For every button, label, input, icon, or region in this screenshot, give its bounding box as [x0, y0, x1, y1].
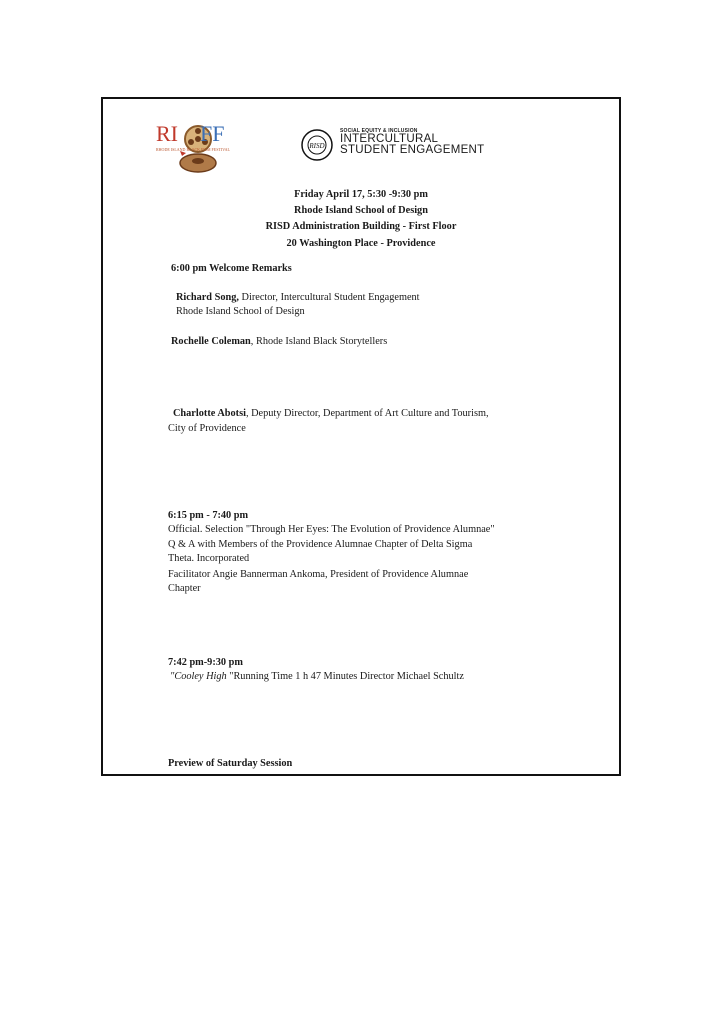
header-building: RISD Administration Building - First Floor	[265, 221, 457, 233]
svg-text:RISD: RISD	[309, 142, 325, 150]
riff-wordmark	[156, 121, 224, 147]
session1-line4: Facilitator Angie Bannerman Ankoma, President of Providence Alumnae	[168, 569, 469, 580]
header-date: Friday April 17, 5:30 -9:30 pm	[294, 189, 428, 200]
session1-line3: Theta. Incorporated	[168, 553, 250, 564]
speaker2-name: Rochelle Coleman	[171, 336, 251, 347]
header-address: 20 Washington Place - Providence	[286, 237, 436, 249]
session2-line	[170, 669, 464, 684]
speaker2-line	[171, 334, 387, 349]
session2-details: "Running Time 1 h 47 Minutes Director Michael Schultz	[229, 671, 464, 682]
speaker1-role: Director, Intercultural Student Engagement	[238, 292, 420, 303]
riff-subtitle: RHODE ISLAND BLACK FILM FESTIVAL	[156, 147, 230, 152]
riff-right: FF	[200, 121, 225, 146]
speaker1-org: Rhode Island School of Design	[176, 306, 305, 317]
speaker3-role: , Deputy Director, Department of Art Culture and Tourism,	[245, 408, 489, 419]
speaker2-role: , Rhode Island Black Storytellers	[250, 336, 388, 347]
ise-line1: INTERCULTURAL	[340, 133, 439, 145]
speaker3-name: Charlotte Abotsi	[173, 408, 246, 419]
session1-line1: Official. Selection "Through Her Eyes: The Evolution of Providence Alumnae"	[168, 524, 495, 535]
header-school: Rhode Island School of Design	[294, 205, 428, 217]
risd-seal-icon	[300, 128, 334, 162]
session1-line5: Chapter	[168, 583, 201, 594]
riff-logo	[156, 119, 248, 175]
speaker3-org: City of Providence	[168, 423, 246, 434]
ise-small-caps: SOCIAL EQUITY & INCLUSION	[340, 128, 418, 134]
session1-time: 6:15 pm - 7:40 pm	[168, 510, 249, 521]
ise-line2: STUDENT ENGAGEMENT	[340, 144, 485, 156]
preview-saturday: Preview of Saturday Session	[168, 758, 293, 769]
session2-film: "Cooley High	[170, 671, 230, 682]
speaker1-line	[176, 290, 420, 305]
event-header	[101, 187, 621, 252]
speaker3-line	[173, 406, 489, 421]
welcome-title: 6:00 pm Welcome Remarks	[171, 263, 292, 274]
session1-line2: Q & A with Members of the Providence Alumnae Chapter of Delta Sigma	[168, 539, 473, 550]
ise-logo	[300, 128, 500, 162]
session2-time: 7:42 pm-9:30 pm	[168, 657, 243, 668]
riff-left: RI	[156, 121, 178, 146]
speaker1-name: Richard Song,	[176, 292, 239, 303]
